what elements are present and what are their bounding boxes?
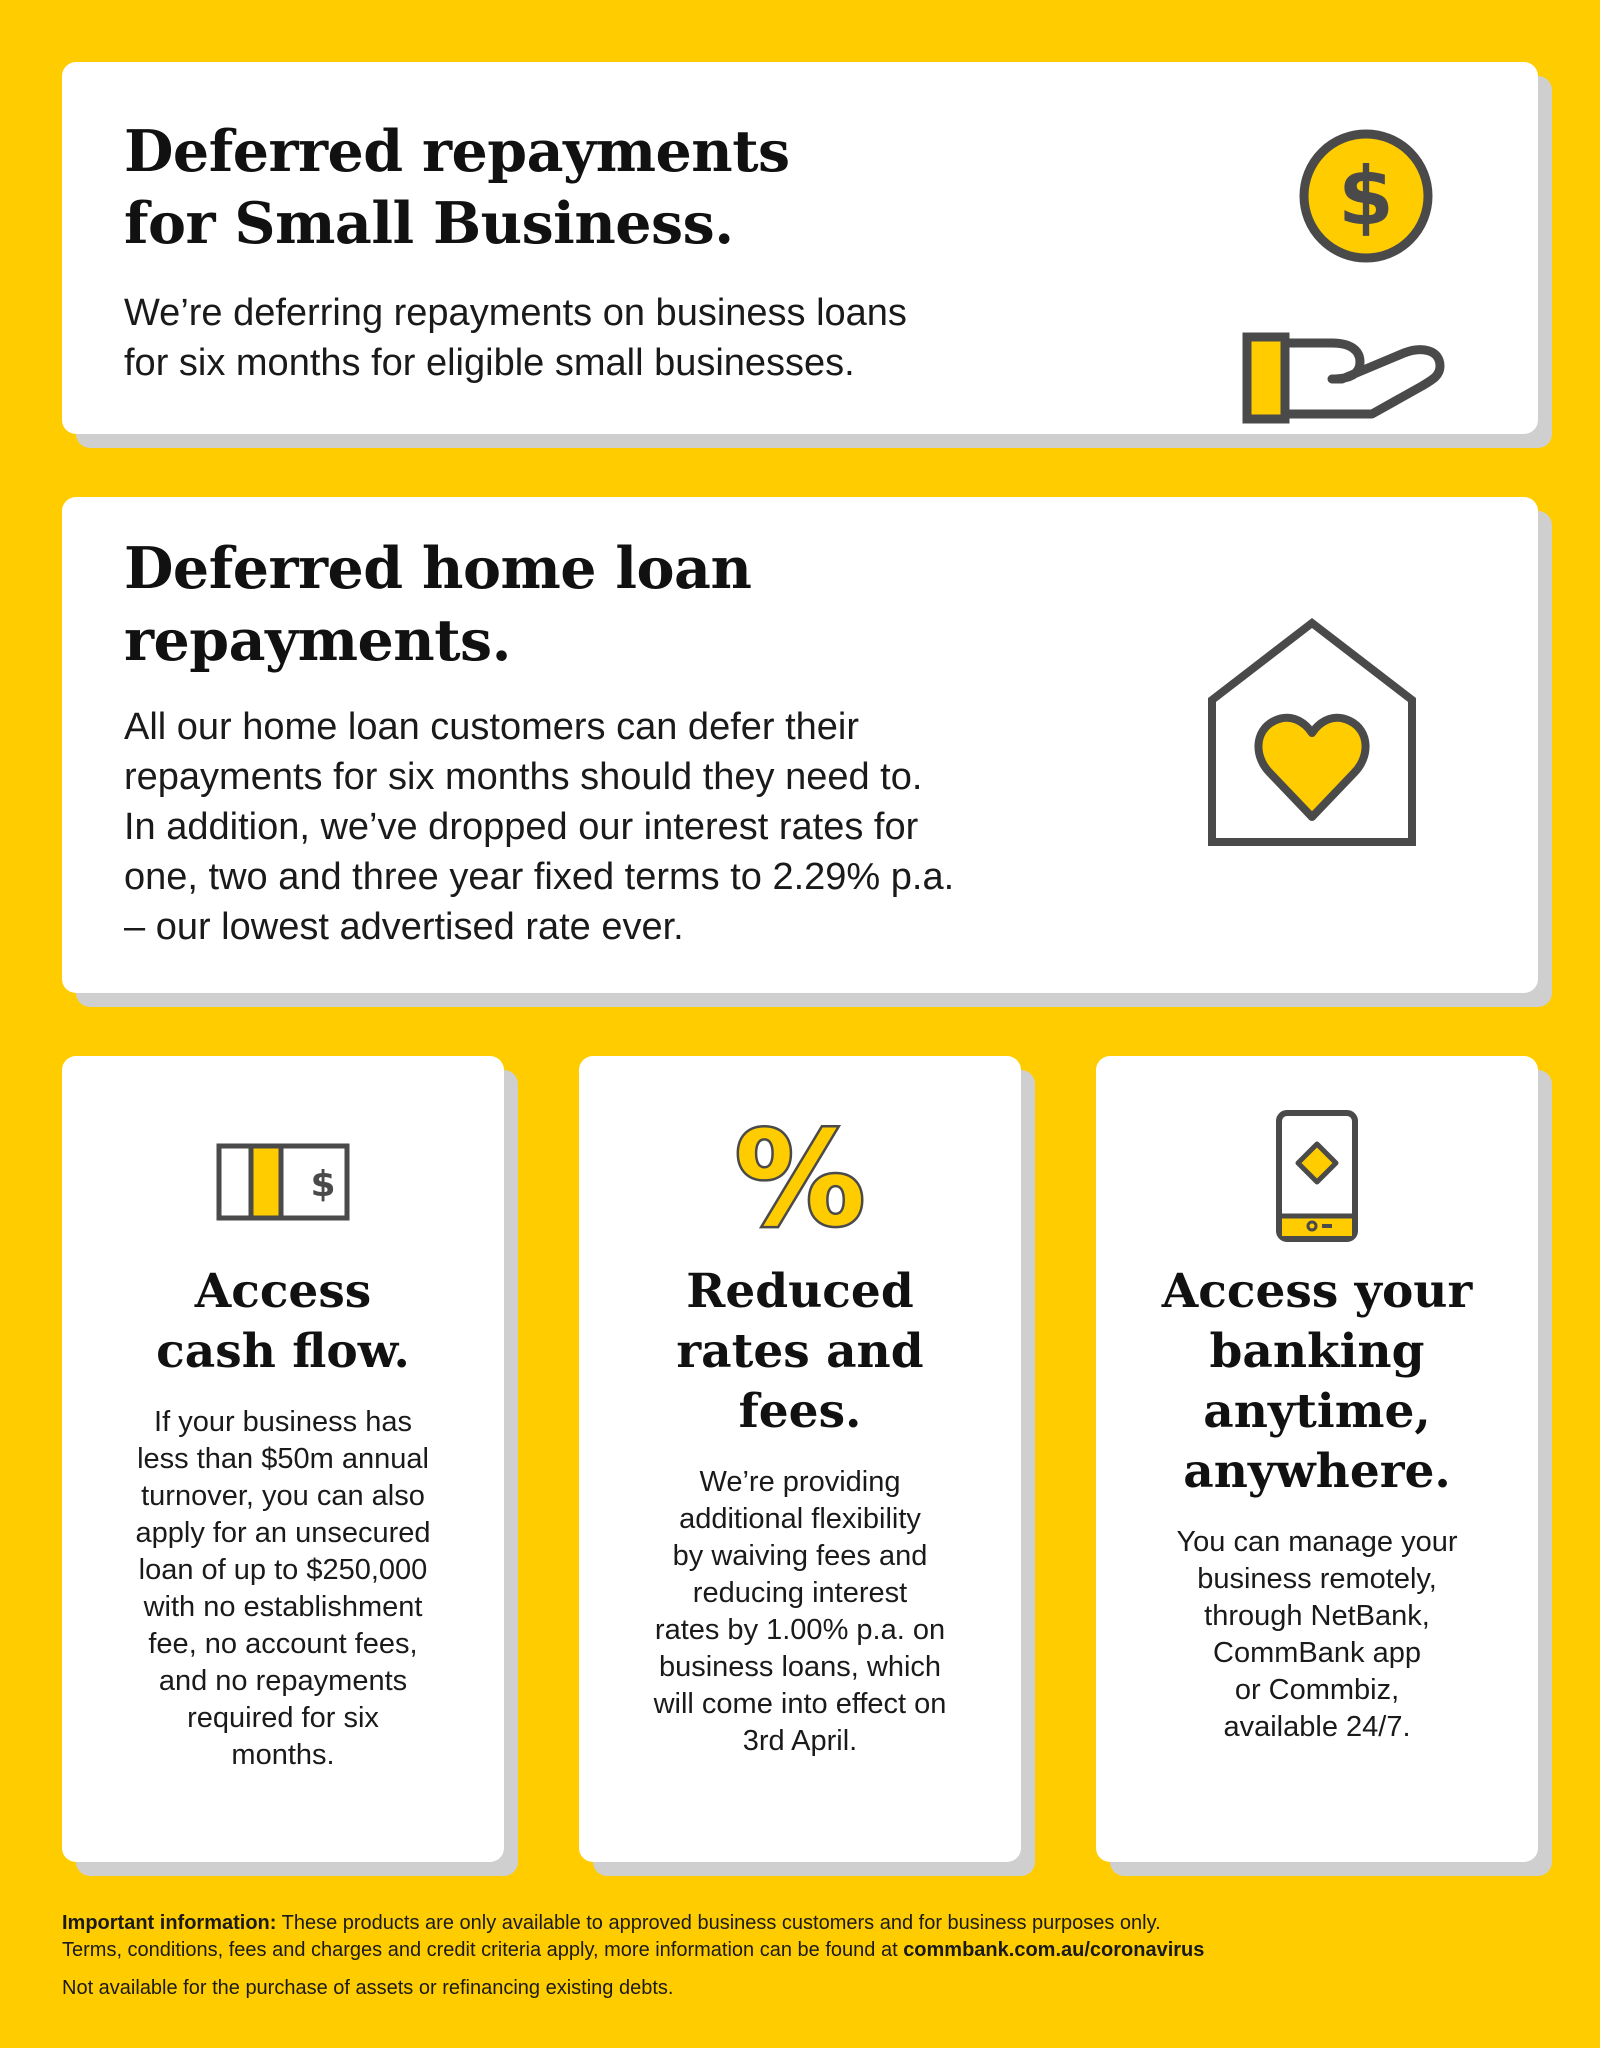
terms-line: [62, 1937, 1204, 1963]
feature-card-reduced-rates: [579, 1056, 1021, 1862]
small-business-description: We’re deferring repayments on business loans for six months for eligible small businesses.: [124, 292, 907, 384]
important-information: [62, 1910, 1161, 1936]
house-heart-icon: [1182, 607, 1442, 867]
percent-icon: [728, 1116, 872, 1236]
svg-text:$: $: [1338, 150, 1394, 243]
important-text: These products are only available to approved business customers and for business purposes only.: [276, 1912, 1161, 1934]
home-loan-card: [62, 497, 1538, 993]
feature-title: Access your banking anytime, anywhere.: [1161, 1264, 1473, 1499]
small-business-title: Deferred repayments for Small Business.: [124, 118, 790, 257]
feature-title: Reduced rates and fees.: [676, 1264, 924, 1439]
coronavirus-info-link[interactable]: commbank.com.au/coronavirus: [903, 1939, 1205, 1961]
svg-text:%: %: [734, 1116, 866, 1236]
home-loan-title: Deferred home loan repayments.: [124, 535, 752, 674]
feature-description: We’re providing additional flexibility by waiving fees and reducing interest rates by 1.00% p.a. on business loans, which will come into effect on 3rd April.: [653, 1466, 947, 1757]
feature-description: If your business has less than $50m annual turnover, you can also apply for an unsecured loan of up to $250,000 with no establishment fee, no account fees, and no repayments required for six months.: [135, 1406, 431, 1771]
hand-holding-dollar-icon: [1182, 128, 1482, 428]
feature-card-cash-flow: [62, 1056, 504, 1862]
feature-title: Access cash flow.: [156, 1264, 410, 1379]
small-business-card: [62, 62, 1538, 434]
terms-text: Terms, conditions, fees and charges and credit criteria apply, more information can be found at: [62, 1939, 904, 1961]
important-label: Important information:: [62, 1912, 277, 1934]
feature-description: You can manage your business remotely, through NetBank, CommBank app or Commbiz, available 24/7.: [1176, 1526, 1458, 1743]
cash-note-icon: [215, 1142, 351, 1222]
svg-text:$: $: [310, 1164, 336, 1205]
home-loan-description: All our home loan customers can defer their repayments for six months should they need to. In addition, we’ve dropped our interest rates for one, two and three year fixed terms to 2.29% p.a. – our lowest advertised rate ever.: [124, 706, 955, 948]
feature-card-banking-anywhere: [1096, 1056, 1538, 1862]
mobile-phone-icon: [1274, 1108, 1360, 1244]
footer-note: Not available for the purchase of assets or refinancing existing debts.: [62, 1977, 674, 1999]
